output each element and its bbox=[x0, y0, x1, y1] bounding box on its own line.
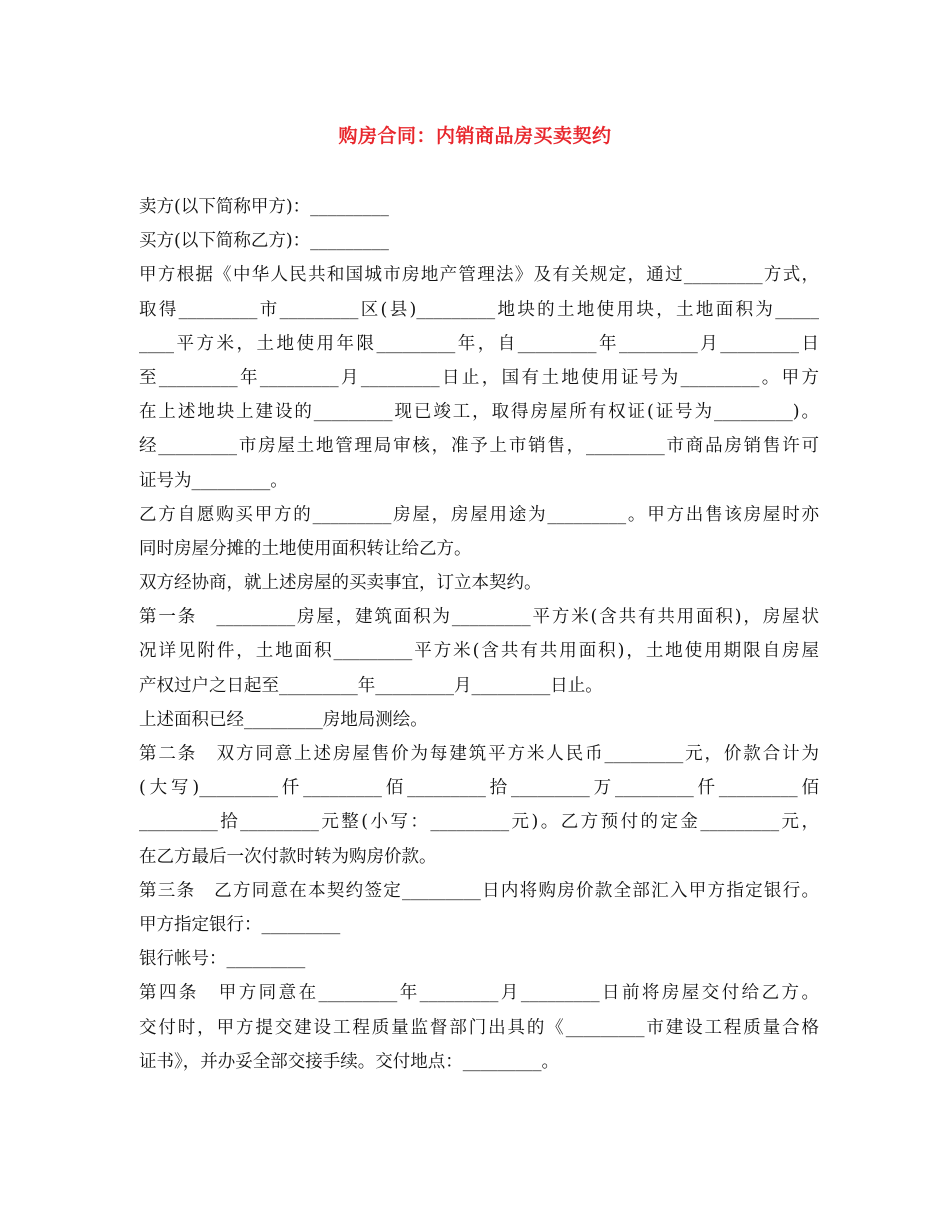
document-body bbox=[139, 194, 819, 1083]
document-line: 买方(以下简称乙方)：_________ bbox=[139, 231, 389, 252]
document-line: 第二条 双方同意上述房屋售价为每建筑平方米人民币_________元，价款合计为 bbox=[139, 744, 819, 764]
document-line: 取得_________市_________区(县)_________地块的土地使用块，土地面积为_____ bbox=[139, 299, 819, 320]
document-line: 在上述地块上建设的_________现已竣工，取得房屋所有权证(证号为_________)。 bbox=[139, 402, 819, 423]
document-line: 双方经协商，就上述房屋的买卖事宜，订立本契约。 bbox=[139, 573, 542, 594]
document-line: 第四条 甲方同意在_________年_________月_________日前将房屋交付给乙方。 bbox=[139, 983, 819, 1004]
document-line: ____平方米，土地使用年限_________年，自_________年_________月_________日 bbox=[139, 333, 819, 354]
document-line: 第一条 _________房屋，建筑面积为_________平方米(含共有共用面积)，房屋状 bbox=[139, 607, 819, 628]
document-line: 卖方(以下简称甲方)：_________ bbox=[139, 197, 389, 217]
document-title: 购房合同：内销商品房买卖契约 bbox=[338, 125, 612, 147]
document-line: 证书》，并办妥全部交接手续。交付地点：_________。 bbox=[139, 1051, 559, 1072]
document-line: 交付时，甲方提交建设工程质量监督部门出具的《_________市建设工程质量合格 bbox=[139, 1017, 819, 1038]
document-line: 上述面积已经_________房地局测绘。 bbox=[139, 709, 428, 730]
document-line: 经_________市房屋土地管理局审核，准予上市销售，_________市商品房销售许可 bbox=[139, 436, 819, 457]
document-line: 至_________年_________月_________日止，国有土地使用证号为_________。甲方 bbox=[139, 367, 819, 388]
document-line: 乙方自愿购买甲方的_________房屋，房屋用途为_________。甲方出售该房屋时亦 bbox=[139, 504, 819, 525]
document-line: 同时房屋分摊的土地使用面积转让给乙方。 bbox=[139, 538, 472, 559]
document-line: 第三条 乙方同意在本契约签定_________日内将购房价款全部汇入甲方指定银行。 bbox=[139, 880, 819, 901]
document-line: 产权过户之日起至_________年_________月_________日止。 bbox=[139, 675, 603, 696]
document-line: 甲方根据《中华人民共和国城市房地产管理法》及有关规定，通过_________方式， bbox=[139, 265, 819, 286]
document-line: 在乙方最后一次付款时转为购房价款。 bbox=[139, 846, 437, 867]
document-line: (大写)_________仟_________佰_________拾_________万_________仟_________佰 bbox=[139, 778, 819, 799]
document-line: _________拾_________元整(小写：_________元)。乙方预付的定金_________元， bbox=[139, 812, 819, 833]
document-line: 甲方指定银行：_________ bbox=[139, 914, 341, 935]
document-line: 银行帐号：_________ bbox=[139, 949, 306, 970]
document-line: 况详见附件，土地面积_________平方米(含共有共用面积)，土地使用期限自房屋 bbox=[139, 641, 819, 662]
document-line: 证号为_________。 bbox=[139, 470, 288, 491]
